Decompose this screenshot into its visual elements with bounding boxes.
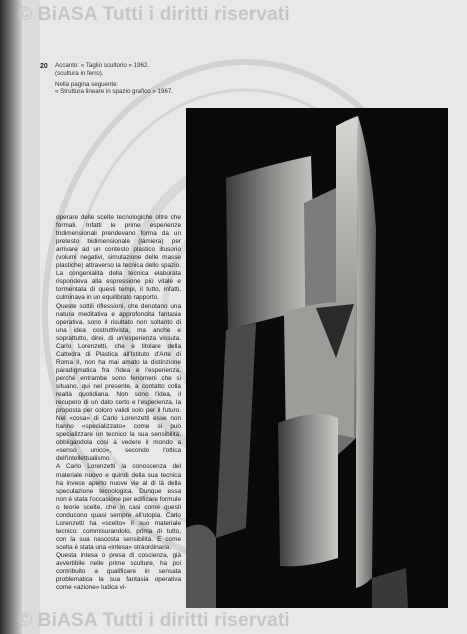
article-body	[56, 214, 181, 592]
sculpture-panel-lower	[278, 414, 338, 566]
sculpture-panel-left	[226, 156, 316, 330]
watermark-top: © BiASA Tutti i diritti riservati	[18, 4, 290, 25]
caption-line-3: Nella pagina seguente:	[55, 80, 119, 88]
body-paragraph: Queste sottili riflessioni, che denotano una natura meditativa e approfondita fantasia operativa, sono il risultato non soltanto di una idea costruttivista, ma anche e soprattutto, direi, di un'esperienza vissuta. Carlo Lorenzetti, che è titolare della Cattedra di Plastica all'Istituto d'Arte di Roma II, non ha mai amato la distinzione paradigmatica fra l'idea e l'esperienza, perché entrambe sono fenomeni che si situano, qui nel presente, a contatto colla realtà quotidiana. Non sono l'idea, il recupero di un dato certo e l'esperienza, la proposta per coloro validi solo per il futuro. Nel «cosa» di Carlo Lorenzetti esse non hanno «specializzato» come si può specializzare un tecnico la sua sensibilità, obbligandola così a vedere il mondo a «senso unico», secondo l'ottica dell'intellettualismo.	[56, 302, 181, 463]
book-spine-shadow	[0, 0, 22, 634]
body-paragraph: Questa intesa o presa di coscienza, già avvertibile nelle prime sculture, ha poi contribuito a qualificare in sensata problematica la sua fantasia operativa come «azione» ludica vi-	[56, 551, 181, 592]
figure-caption	[55, 62, 205, 99]
body-paragraph: operare delle scelte tecnologiche oltre che formali. Infatti le prime esperienze tridimensionali prendevano forma da un pretesto bidimensionale (lamiera) per arrivare ad un contesto plastico illusorio (volumi negativi, simulazione delle masse plastiche) attraverso la tecnica dello spazio. La congenialità della tecnica elaborata rispondeva alla espressione più vitale e tormentata di questi tempi, il tutto, infatti, culminava in un equilibrato rapporto.	[56, 214, 181, 302]
sculpture-image	[186, 108, 448, 608]
caption-line-2: (scultura in ferro).	[55, 69, 104, 77]
caption-line-1: Accanto: « Taglio scultorio » 1962.	[55, 62, 150, 69]
sculpture-base-left	[186, 525, 216, 608]
body-paragraph: A Carlo Lorenzetti la conoscenza del materiale nuovo e quindi della sua tecnica ha invece aperto nuove vie al di là della speculazione tecnologica. Dunque essa non è stata l'occasione per edificare formule o teorie scelte, che in casi come questi conducono quasi sempre all'utopia. Carlo Lorenzetti ha «scelto» il suo materiale tecnico: commisurandolo, prima di tutto, con la sua nascosta sensibilità. E come scelta è stata una «intesa» straordinaria.	[56, 463, 181, 551]
caption-line-4: « Struttura lineare in spazio grafico » 1967.	[55, 88, 173, 96]
page-number: 20	[40, 63, 48, 70]
sculpture-photograph	[186, 108, 448, 608]
watermark-bottom: © BiASA Tutti i diritti riservati	[18, 610, 290, 631]
page-margin	[22, 0, 40, 634]
